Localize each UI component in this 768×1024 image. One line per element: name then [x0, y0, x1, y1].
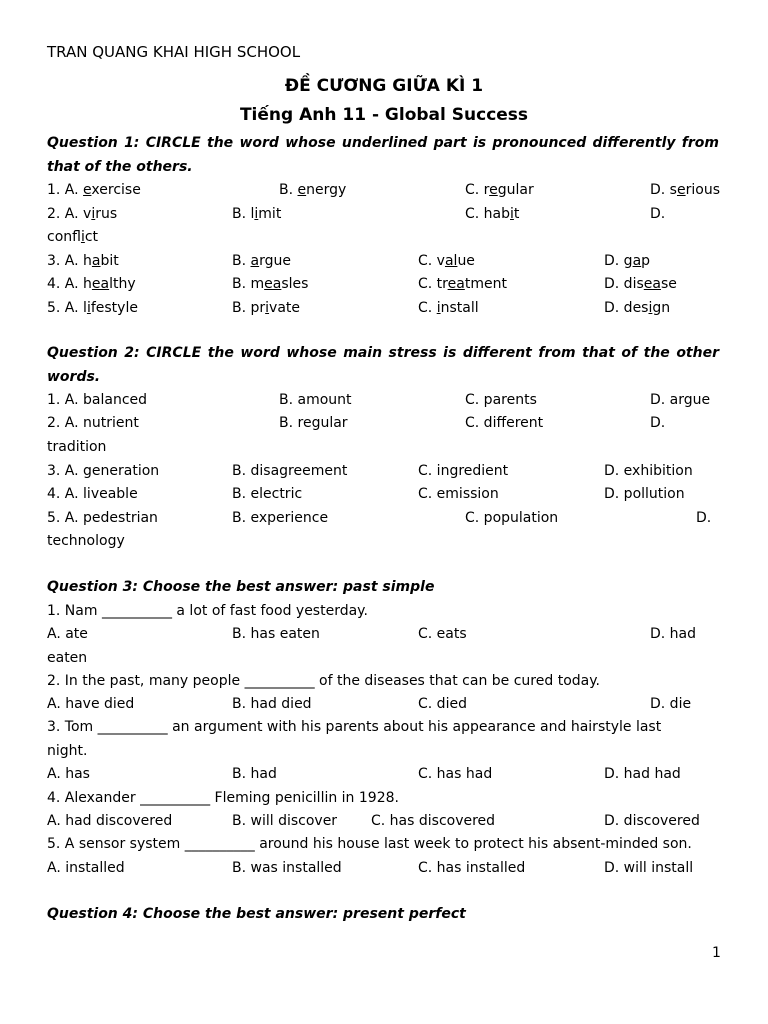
option: B. was installed — [232, 860, 342, 876]
q2-heading-cont: words. — [47, 369, 101, 385]
option: D. discovered — [604, 813, 700, 829]
option: D. serious — [650, 182, 720, 198]
option: 3. A. habit — [47, 253, 119, 269]
option: C. has discovered — [371, 813, 496, 829]
option: C. habit — [465, 206, 520, 222]
q1-heading-cont: that of the others. — [47, 159, 193, 175]
option-wrap: eaten — [47, 650, 88, 666]
option: B. energy — [279, 182, 347, 198]
option: B. limit — [232, 206, 282, 222]
q1-heading: Question 1: CIRCLE the word whose underlined part is pronounced differently from — [47, 135, 719, 151]
option-wrap: conflict — [47, 229, 99, 245]
option: D. design — [604, 300, 671, 316]
option: C. emission — [418, 486, 499, 502]
option: C. regular — [465, 182, 534, 198]
option: B. amount — [279, 392, 352, 408]
option: 4. A. healthy — [47, 276, 136, 292]
option-wrap: technology — [47, 533, 125, 549]
option: D. exhibition — [604, 463, 693, 479]
option: B. private — [232, 300, 301, 316]
option: C. population — [465, 510, 559, 526]
q3-sentence-4: 4. Alexander __________ Fleming penicillin in 1928. — [47, 790, 399, 806]
option: A. ate — [47, 626, 88, 642]
option: C. eats — [418, 626, 467, 642]
option: B. measles — [232, 276, 309, 292]
option: B. argue — [232, 253, 291, 269]
school-name: TRAN QUANG KHAI HIGH SCHOOL — [47, 43, 301, 61]
q3-sentence-3-cont: night. — [47, 743, 88, 759]
option: B. disagreement — [232, 463, 348, 479]
option: D. disease — [604, 276, 677, 292]
q2-heading: Question 2: CIRCLE the word whose main stress is different from that of the other — [47, 345, 719, 361]
option: C. different — [465, 415, 544, 431]
document-title: ĐỀ CƯƠNG GIỮA KÌ 1 — [284, 76, 484, 96]
option: C. has installed — [418, 860, 526, 876]
option: C. install — [418, 300, 479, 316]
option: B. had died — [232, 696, 312, 712]
q4-heading: Question 4: Choose the best answer: present perfect — [47, 906, 466, 922]
option: B. will discover — [232, 813, 338, 829]
q3-sentence-1: 1. Nam __________ a lot of fast food yesterday. — [47, 603, 368, 619]
option: B. regular — [279, 415, 348, 431]
option: B. has eaten — [232, 626, 320, 642]
option: A. have died — [47, 696, 135, 712]
option: D. — [696, 510, 712, 526]
q3-sentence-5: 5. A sensor system __________ around his house last week to protect his absent-minded son. — [47, 836, 692, 852]
option: C. treatment — [418, 276, 507, 292]
q3-sentence-3: 3. Tom __________ an argument with his parents about his appearance and hairstyle last — [47, 719, 662, 735]
option: 3. A. generation — [47, 463, 160, 479]
option: 2. A. virus — [47, 206, 118, 222]
q3-heading: Question 3: Choose the best answer: past simple — [47, 579, 435, 595]
option: B. had — [232, 766, 277, 782]
option: D. — [650, 415, 666, 431]
option: 1. A. balanced — [47, 392, 148, 408]
option: A. had discovered — [47, 813, 173, 829]
option: D. had had — [604, 766, 681, 782]
option: 5. A. lifestyle — [47, 300, 138, 316]
option: 5. A. pedestrian — [47, 510, 158, 526]
option: C. value — [418, 253, 475, 269]
option: C. has had — [418, 766, 493, 782]
option: A. has — [47, 766, 90, 782]
option: 1. A. exercise — [47, 182, 141, 198]
option: D. will install — [604, 860, 694, 876]
document-subtitle: Tiếng Anh 11 - Global Success — [239, 105, 529, 125]
option: B. electric — [232, 486, 303, 502]
option: D. pollution — [604, 486, 685, 502]
option: A. installed — [47, 860, 125, 876]
option: D. — [650, 206, 666, 222]
option: 4. A. liveable — [47, 486, 138, 502]
option: D. argue — [650, 392, 711, 408]
option: D. had — [650, 626, 697, 642]
option: D. die — [650, 696, 692, 712]
option: 2. A. nutrient — [47, 415, 139, 431]
page-number: 1 — [712, 945, 721, 961]
option: C. parents — [465, 392, 537, 408]
option: C. died — [418, 696, 467, 712]
option: B. experience — [232, 510, 329, 526]
option: D. gap — [604, 253, 651, 269]
option: C. ingredient — [418, 463, 509, 479]
q3-sentence-2: 2. In the past, many people __________ of the diseases that can be cured today. — [47, 673, 600, 689]
option-wrap: tradition — [47, 439, 107, 455]
